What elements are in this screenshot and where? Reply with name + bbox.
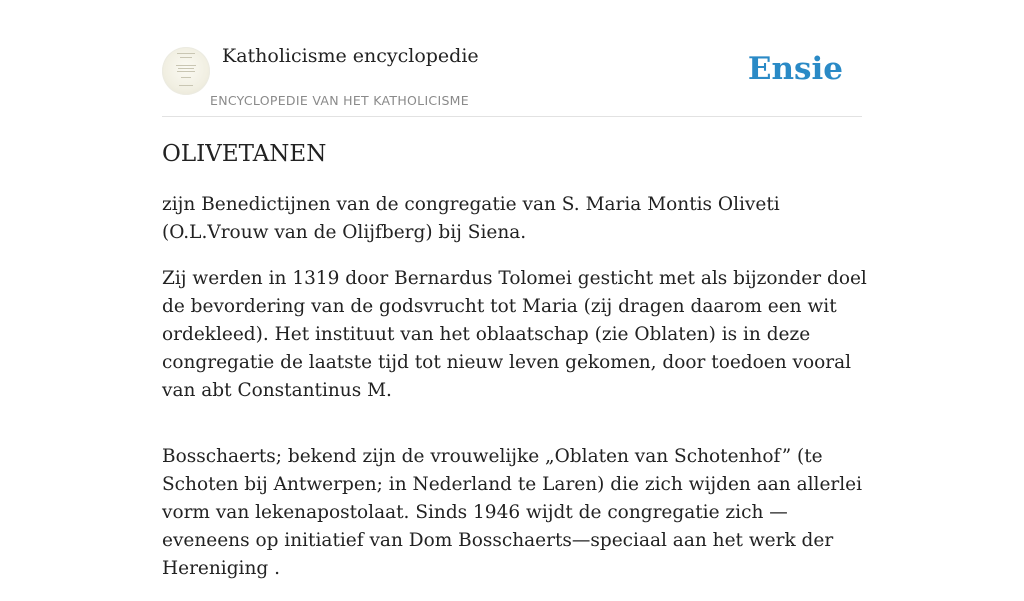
encyclopedia-cover-logo[interactable] [162,47,210,95]
article-paragraph: Bosschaerts; bekend zijn de vrouwelijke „Oblaten van Schotenhof” (te Schoten bij Antwerpen; in Nederland te Laren) die zich wijden aan allerlei vorm van lekenapostolaat. Sinds 1946 wijdt de congregatie zich — eveneens op initiatief van Dom Bosschaerts—speciaal aan het werk der Hereniging . [162,446,863,579]
site-header [162,0,862,117]
article [162,138,868,601]
article-paragraph: zijn Benedictijnen van de congregatie van S. Maria Montis Oliveti (O.L.Vrouw van de Olijfberg) bij Siena. [162,194,780,243]
site-title[interactable]: Katholicisme encyclopedie [222,45,479,67]
site-subtitle: ENCYCLOPEDIE VAN HET KATHOLICISME [210,93,469,108]
brand-logo-link[interactable]: Ensie [747,51,843,87]
article-title: OLIVETANEN [162,141,327,167]
article-paragraph: Zij werden in 1319 door Bernardus Tolomei gesticht met als bijzonder doel de bevordering van de godsvrucht tot Maria (zij dragen daarom een wit ordekleed). Het instituut van het oblaatschap (zie Oblaten) is in deze congregatie de laatste tijd tot nieuw leven gekomen, door toedoen vooral van abt Constantinus M. [162,268,867,401]
